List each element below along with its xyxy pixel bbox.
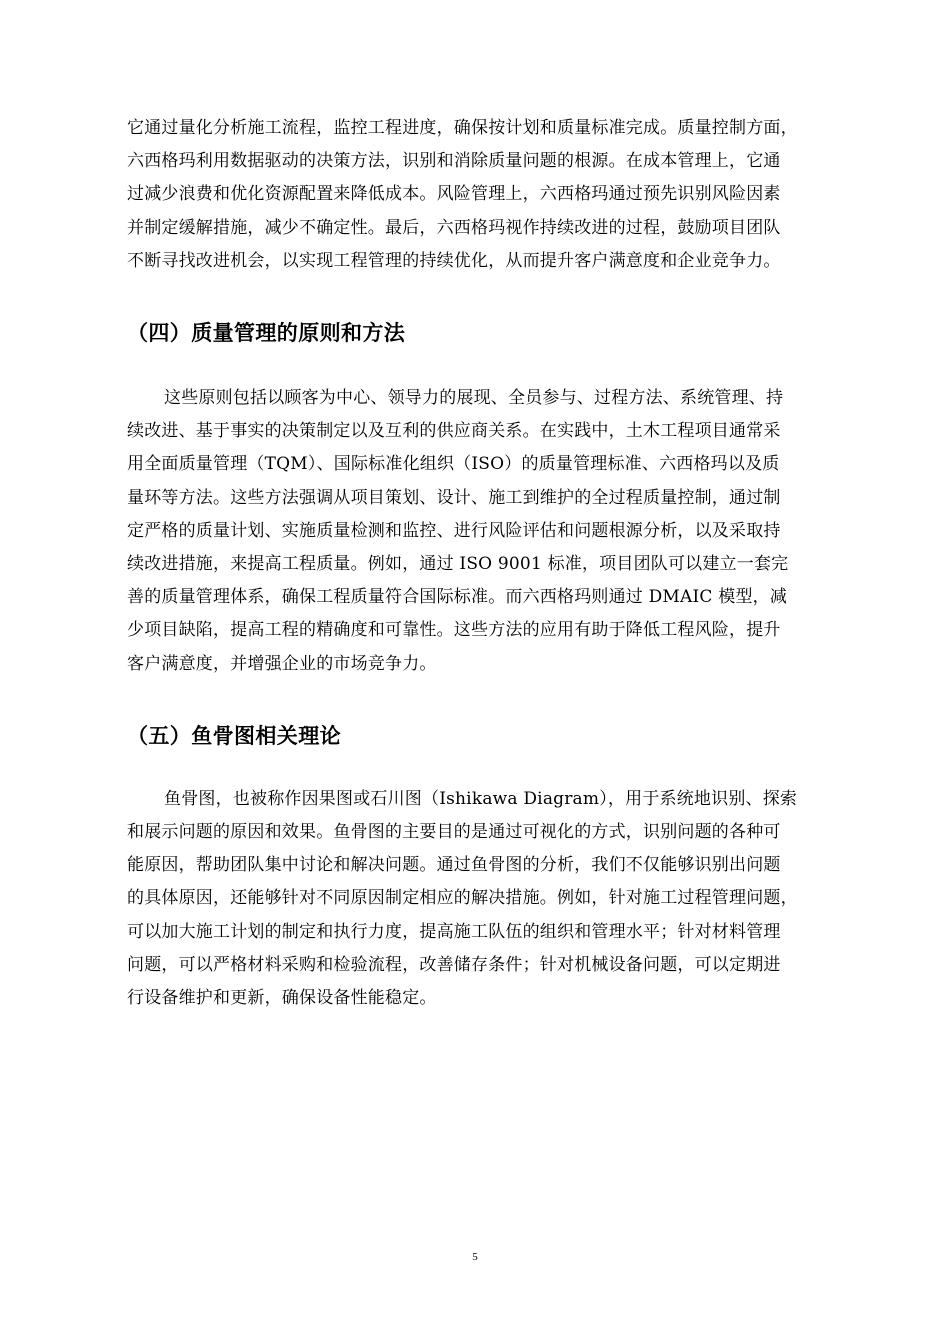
section-5-paragraph bbox=[127, 783, 863, 1015]
text-line: 过减少浪费和优化资源配置来降低成本。风险管理上，六西格玛通过预先识别风险因素 bbox=[127, 184, 781, 205]
text-line: 定严格的质量计划、实施质量检测和监控、进行风险评估和问题根源分析，以及采取持 bbox=[127, 520, 781, 541]
text-line: 并制定缓解措施，减少不确定性。最后，六西格玛视作持续改进的过程，鼓励项目团队 bbox=[127, 217, 781, 238]
text-line: 可以加大施工计划的制定和执行力度，提高施工队伍的组织和管理水平；针对材料管理 bbox=[127, 921, 781, 942]
text-line: 鱼骨图，也被称作因果图或石川图（Ishikawa Diagram），用于系统地识别、探索 bbox=[164, 788, 798, 809]
text-line: 少项目缺陷，提高工程的精确度和可靠性。这些方法的应用有助于降低工程风险，提升 bbox=[127, 620, 781, 641]
text-line: 行设备维护和更新，确保设备性能稳定。 bbox=[127, 988, 437, 1009]
text-line: 客户满意度，并增强企业的市场竞争力。 bbox=[127, 653, 437, 674]
page-number: 5 bbox=[472, 1251, 478, 1263]
intro-paragraph bbox=[127, 112, 863, 278]
text-line: 问题，可以严格材料采购和检验流程，改善储存条件；针对机械设备问题，可以定期进 bbox=[127, 954, 781, 975]
section-5-heading: （五）鱼骨图相关理论 bbox=[127, 723, 341, 748]
page-content bbox=[127, 112, 863, 1015]
text-line: 不断寻找改进机会，以实现工程管理的持续优化，从而提升客户满意度和企业竞争力。 bbox=[127, 250, 781, 271]
text-line: 它通过量化分析施工流程，监控工程进度，确保按计划和质量标准完成。质量控制方面， bbox=[127, 118, 798, 138]
section-4-heading: （四）质量管理的原则和方法 bbox=[127, 321, 406, 346]
text-line: 的具体原因，还能够针对不同原因制定相应的解决措施。例如，针对施工过程管理问题， bbox=[127, 888, 798, 909]
text-line: 用全面质量管理（TQM）、国际标准化组织（ISO）的质量管理标准、六西格玛以及质 bbox=[127, 454, 780, 475]
text-line: 量环等方法。这些方法强调从项目策划、设计、施工到维护的全过程质量控制，通过制 bbox=[127, 487, 781, 508]
text-line: 续改进措施，来提高工程质量。例如，通过 ISO 9001 标准，项目团队可以建立一套完 bbox=[127, 554, 789, 575]
text-line: 善的质量管理体系，确保工程质量符合国际标准。而六西格玛则通过 DMAIC 模型，减 bbox=[127, 587, 788, 608]
text-line: 能原因，帮助团队集中讨论和解决问题。通过鱼骨图的分析，我们不仅能够识别出问题 bbox=[127, 855, 781, 876]
text-line: 和展示问题的原因和效果。鱼骨图的主要目的是通过可视化的方式，识别问题的各种可 bbox=[127, 822, 781, 843]
text-line: 这些原则包括以顾客为中心、领导力的展现、全员参与、过程方法、系统管理、持 bbox=[164, 388, 784, 409]
text-line: 续改进、基于事实的决策制定以及互利的供应商关系。在实践中，土木工程项目通常采 bbox=[127, 421, 781, 442]
text-line: 六西格玛利用数据驱动的决策方法，识别和消除质量问题的根源。在成本管理上，它通 bbox=[127, 151, 781, 172]
section-4-paragraph bbox=[127, 382, 863, 681]
